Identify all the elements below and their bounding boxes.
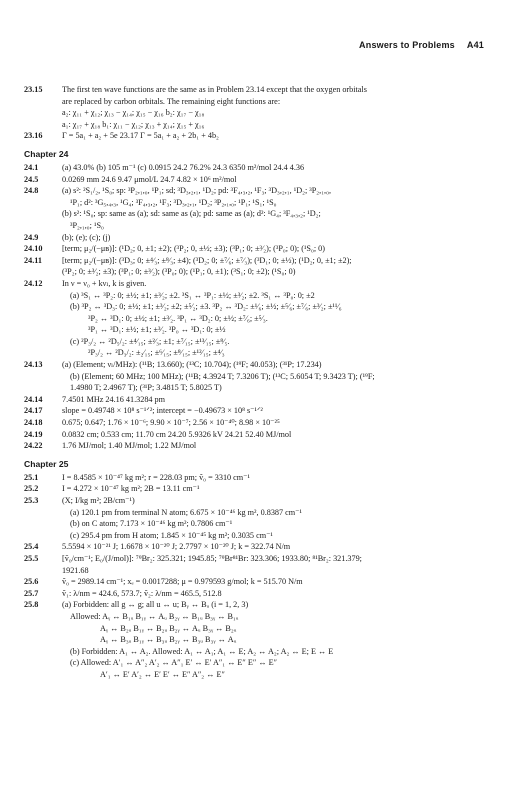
problem-number: 23.15 bbox=[24, 85, 43, 94]
answer-line bbox=[24, 232, 500, 244]
answer-line bbox=[24, 162, 500, 174]
answer-line bbox=[24, 599, 500, 611]
answer-line bbox=[24, 429, 500, 441]
chapter-heading: Chapter 25 bbox=[24, 458, 69, 469]
answer-line bbox=[24, 646, 500, 658]
problem-number: 25.6 bbox=[24, 577, 39, 587]
answer-text: 7.4501 MHz 24.16 41.3284 pm bbox=[62, 394, 166, 404]
answer-line bbox=[24, 84, 500, 96]
answer-text: (a) s²: ²S₁/₂, ¹S₀; sp: ³P₂,₁,₀, ¹P₁; sd; ³D₃,₂,₁, ¹D₂; pd: ³F₄,₃,₂, ¹F₃; ³D₃,₂,₁, ¹D₂; ³P₂,₁,₀, bbox=[62, 186, 332, 196]
problem-number: 25.2 bbox=[24, 484, 39, 494]
answer-text: ³P₂ ↔ ³D₁: 0; ±½; ±1; ±³⁄₂. ³P₁ ↔ ³D₂: 0; ±½; ±⁷⁄₆; ±⁵⁄₃. bbox=[88, 313, 268, 323]
answer-line bbox=[24, 588, 500, 600]
answer-text: 1921.68 bbox=[62, 565, 89, 575]
answer-text: ṽ₀ = 2989.14 cm⁻¹; xₑ = 0.0017288; μ = 0.979593 g/mol; k = 515.70 N/m bbox=[62, 577, 303, 587]
problem-number: 24.18 bbox=[24, 418, 43, 428]
problem-number: 24.22 bbox=[24, 441, 43, 451]
answer-text: I = 4.272 × 10⁻⁴⁷ kg m²; 2B = 13.11 cm⁻¹ bbox=[62, 484, 200, 494]
answer-text: ²P₃/₂ ↔ ²D₃/₂: ±₂⁄₁₅; ±⁶⁄₁₅; ±⁸⁄₁₅; ±¹²⁄₁₅; ±⁴⁄₃ bbox=[88, 348, 225, 358]
answer-line bbox=[24, 623, 500, 635]
answer-text: Aᵧ ↔ B₂ᵤ B₁ᵧ ↔ B₂ᵤ B₂ᵧ ↔ Aᵤ B₃ᵧ ↔ B₂ᵤ bbox=[100, 623, 237, 633]
answer-line bbox=[24, 669, 500, 681]
page-number: A41 bbox=[466, 40, 484, 50]
answer-text: [term; μ₂/(−μʙ)]: (³D₃; 0; ±⁴⁄₃; ±⁸⁄₃; ±4); (³D₂; 0; ±⁷⁄₆; ±⁷⁄₃); (³D₁; 0; ±½); (¹D₂; 0, ±1; ±2); bbox=[62, 255, 352, 265]
answer-text: slope = 0.49748 × 10⁸ s⁻¹ᐟ²; intercept = −0.49673 × 10⁸ s⁻¹ᐟ² bbox=[62, 406, 263, 416]
answer-line bbox=[24, 394, 500, 406]
answer-text: (b) on C atom; 7.173 × 10⁻⁴⁶ kg m²; 0.7806 cm⁻¹ bbox=[70, 519, 233, 529]
answer-text: 0.0832 cm; 0.533 cm; 11.70 cm 24.20 5.9326 kV 24.21 52.40 MJ/mol bbox=[62, 429, 292, 439]
answer-text: 0.0269 mm 24.6 9.47 μmol/L 24.7 4.82 × 10⁶ m²/mol bbox=[62, 174, 237, 184]
chapter-heading: Chapter 24 bbox=[24, 148, 69, 159]
answer-line bbox=[24, 495, 500, 507]
answer-line bbox=[24, 359, 500, 371]
answer-line bbox=[24, 507, 500, 519]
answer-text: A′₁ ↔ E′ A′₂ ↔ E′ E′ ↔ E″ A″₂ ↔ E″ bbox=[100, 669, 225, 679]
answer-line bbox=[24, 96, 500, 108]
answer-line bbox=[24, 371, 500, 383]
problem-number: 25.1 bbox=[24, 472, 39, 482]
answer-text: In ν = ν₀ + kνₗ, k is given. bbox=[62, 278, 147, 288]
answer-text: Allowed: Aᵧ ↔ B₁ᵤ B₁ᵧ ↔ Aᵤ B₂ᵧ ↔ B₁ᵤ B₃ᵧ ↔ B₁ᵤ bbox=[70, 611, 239, 621]
running-head bbox=[359, 40, 484, 50]
problem-number: 24.5 bbox=[24, 174, 39, 184]
answer-line bbox=[24, 417, 500, 429]
answer-line bbox=[24, 483, 500, 495]
answer-line bbox=[24, 174, 500, 186]
answers-body bbox=[24, 84, 500, 681]
answer-line bbox=[24, 243, 500, 255]
answer-text: (a) (Element; νₗ/MHz): (¹¹B; 13.660); (¹³C; 10.704); (¹⁹F; 40.053); (³¹P; 17.234) bbox=[62, 360, 322, 370]
answer-line bbox=[24, 290, 500, 302]
answer-text: 0.675; 0.647; 1.76 × 10⁻⁶; 9.90 × 10⁻⁷; 2.56 × 10⁻⁴⁰; 8.98 × 10⁻²⁵ bbox=[62, 418, 280, 428]
problem-number: 23.16 bbox=[24, 131, 43, 141]
answer-line bbox=[24, 518, 500, 530]
answer-text: [term; μ₂/(−μʙ)]: (¹D₂; 0, ±1; ±2); (³P₂; 0, ±½; ±3); (³P₁; 0; ±³⁄₂); (³P₀; 0); (¹S₀; 0) bbox=[62, 244, 325, 254]
answer-text: (b) ³P₂ ↔ ³D₃: 0; ±½; ±1; ±³⁄₂; ±2; ±⁵⁄₂; ±3. ³P₂ ↔ ³D₂: ±¹⁄₆; ±½; ±⁵⁄₆; ±⁷⁄₆; ±³⁄₂; ±¹¹⁄₆ bbox=[70, 302, 342, 312]
answer-line bbox=[24, 347, 500, 359]
answer-line bbox=[24, 382, 500, 394]
answer-line bbox=[24, 530, 500, 542]
answer-text: 1.4980 T; 2.4967 T); (³¹P; 3.4815 T; 5.8025 T) bbox=[70, 383, 222, 393]
problem-number: 24.19 bbox=[24, 429, 43, 439]
answer-line bbox=[24, 185, 500, 197]
answer-text: (³P₂; 0; ±³⁄₂; ±3); (³P₁; 0; ±³⁄₂); (³P₀; 0); (¹P₁; 0, ±1); (³S₁; 0; ±2); (¹S₀; 0) bbox=[62, 267, 296, 277]
answer-text: (a) 43.0% (b) 105 m⁻¹ (c) 0.0915 24.2 76.2% 24.3 6350 m²/mol 24.4 4.36 bbox=[62, 162, 305, 172]
answer-line bbox=[24, 119, 500, 131]
answer-text: ¹P₁; d²: ³G₅,₄,₃, ¹G₄; ³F₄,₃,₂, ¹F₃; ³D₃,₂,₁, ¹D₂; ³P₂,₁,₀; ¹P₁; ¹S₁; ¹S₀ bbox=[70, 197, 277, 207]
answer-text: (b) (Element; 60 MHz; 100 MHz); (¹¹B; 4.3924 T; 7.3206 T); (¹³C; 5.6054 T; 9.3423 T); (¹⁹F; bbox=[70, 371, 375, 381]
answer-line bbox=[24, 324, 500, 336]
answer-text: ³P₁ ↔ ³D₁: ±½; ±1; ±³⁄₂. ³P₀ ↔ ³D₁: 0; ±½ bbox=[88, 325, 226, 335]
problem-number: 25.3 bbox=[24, 496, 39, 505]
answer-line bbox=[24, 405, 500, 417]
answer-text: a₁: χ₁₇ + χ₁₈ b₁: χ₁₁ − χ₁₂; χ₁₃ + χ₁₄; χ₁₅ + χ₁₆ bbox=[62, 119, 205, 129]
problem-number: 24.12 bbox=[24, 278, 43, 288]
answer-text: ṽ₁: λ/nm = 424.6, 573.7; ṽ₂: λ/nm = 465.5, 512.8 bbox=[62, 588, 222, 598]
answer-text: [ṽ₀/cm⁻¹; E₀/(J/mol)]: ⁷⁹Br₂: 325.321; 1945.85; ⁷⁹Br⁸¹Br: 323.306; 1933.80; ⁸¹Br₂: 321.379; bbox=[62, 553, 362, 563]
answer-text: 5.5594 × 10⁻²¹ J; 1.6678 × 10⁻²⁰ J; 2.7797 × 10⁻²⁰ J; k = 322.74 N/m bbox=[62, 542, 291, 552]
answer-text: (c) Allowed: A′₁ ↔ A″₂ A′₂ ↔ A″₁ E′ ↔ E′ A″₁ ↔ E″ E″ ↔ E″ bbox=[70, 658, 277, 668]
problem-number: 25.8 bbox=[24, 600, 39, 610]
answer-text: a₂: χ₁₁ + χ₁₂; χ₁₃ − χ₁₄; χ₁₅ − χ₁₆ b₂: χ₁₇ − χ₁₈ bbox=[62, 108, 205, 118]
answer-line bbox=[24, 255, 500, 267]
answer-text: (b) s²: ¹S₀; sp: same as (a); sd: same as (a); pd: same as (a); d²: ¹G₄; ³F₄,₃,₂; ¹D₂; bbox=[62, 209, 321, 219]
answer-line bbox=[24, 611, 500, 623]
problem-number: 24.11 bbox=[24, 255, 42, 265]
problem-number: 25.4 bbox=[24, 542, 39, 552]
answer-text: (c) ²P₃/₂ ↔ ²D₅/₂: ±⁴⁄₁₅; ±²⁄₃; ±1; ±⁷⁄₁₅; ±¹³⁄₁₅; ±⁸⁄₅. bbox=[70, 336, 230, 346]
answer-text: ³P₂,₁,₀; ¹S₀ bbox=[70, 220, 104, 230]
answer-line bbox=[24, 576, 500, 588]
problem-number: 24.13 bbox=[24, 360, 43, 370]
answer-line bbox=[24, 266, 500, 278]
answer-line bbox=[24, 565, 500, 577]
answer-text: are replaced by carbon orbitals. The remaining eight functions are: bbox=[62, 96, 281, 106]
answer-line bbox=[24, 472, 500, 484]
answer-line bbox=[24, 634, 500, 646]
answer-text: (X; I/kg m²; 2B/cm⁻¹) bbox=[62, 496, 135, 505]
problem-number: 25.7 bbox=[24, 588, 39, 598]
answer-line bbox=[24, 107, 500, 119]
answer-text: (a) Forbidden: all g ↔ g; all u ↔ u; Bᵧ ↔ Bᵤ (i = 1, 2, 3) bbox=[62, 600, 249, 610]
answer-line bbox=[24, 553, 500, 565]
answer-text: Aᵧ ↔ B₃ᵤ B₁ᵧ ↔ B₃ᵤ B₂ᵧ ↔ B₃ᵤ B₃ᵧ ↔ Aᵤ bbox=[100, 635, 237, 645]
answer-text: (a) ³S₁ ↔ ³P₂: 0; ±½; ±1; ±³⁄₂; ±2. ³S₁ ↔ ³P₁: ±½; ±³⁄₂; ±2. ³S₁ ↔ ³P₀: 0; ±2 bbox=[70, 290, 315, 300]
answer-line bbox=[24, 541, 500, 553]
problem-number: 24.8 bbox=[24, 186, 39, 196]
answer-line bbox=[24, 440, 500, 452]
answer-line bbox=[24, 657, 500, 669]
answer-text: 1.76 MJ/mol; 1.40 MJ/mol; 1.22 MJ/mol bbox=[62, 441, 197, 451]
problem-number: 25.5 bbox=[24, 553, 39, 563]
problem-number: 24.10 bbox=[24, 244, 43, 254]
answer-text: (a) 120.1 pm from terminal N atom; 6.675 × 10⁻⁴⁶ kg m², 0.8387 cm⁻¹ bbox=[70, 507, 302, 517]
problem-number: 24.14 bbox=[24, 394, 43, 404]
answer-line bbox=[24, 220, 500, 232]
problem-number: 24.9 bbox=[24, 232, 39, 242]
answer-text: I = 8.4585 × 10⁻⁴⁷ kg m²; r = 228.03 pm; ṽ₀ = 3310 cm⁻¹ bbox=[62, 472, 250, 482]
answer-text: (b) Forbidden: A₁ ↔ A₂. Allowed: A₁ ↔ A₁; A₁ ↔ E; A₂ ↔ A₂; A₂ ↔ E; E ↔ E bbox=[70, 646, 334, 656]
answer-line bbox=[24, 336, 500, 348]
problem-number: 24.1 bbox=[24, 162, 39, 172]
answer-text: Γ = 5a₁ + a₂ + 5e 23.17 Γ = 5a₁ + a₂ + 2b₁ + 4b₂ bbox=[62, 131, 219, 141]
answer-text: The first ten wave functions are the same as in Problem 23.14 except that the oxygen orbitals bbox=[62, 85, 367, 94]
answer-text: (b); (e); (c); (j) bbox=[62, 232, 111, 242]
answer-line bbox=[24, 313, 500, 325]
answer-line bbox=[24, 301, 500, 313]
running-head-title: Answers to Problems bbox=[359, 40, 455, 50]
answer-line bbox=[24, 197, 500, 209]
answer-line bbox=[24, 208, 500, 220]
problem-number: 24.17 bbox=[24, 406, 43, 416]
answer-text: (c) 295.4 pm from H atom; 1.845 × 10⁻⁴⁵ kg m²; 0.3035 cm⁻¹ bbox=[70, 530, 273, 540]
answer-line bbox=[24, 130, 500, 142]
answer-line bbox=[24, 278, 500, 290]
